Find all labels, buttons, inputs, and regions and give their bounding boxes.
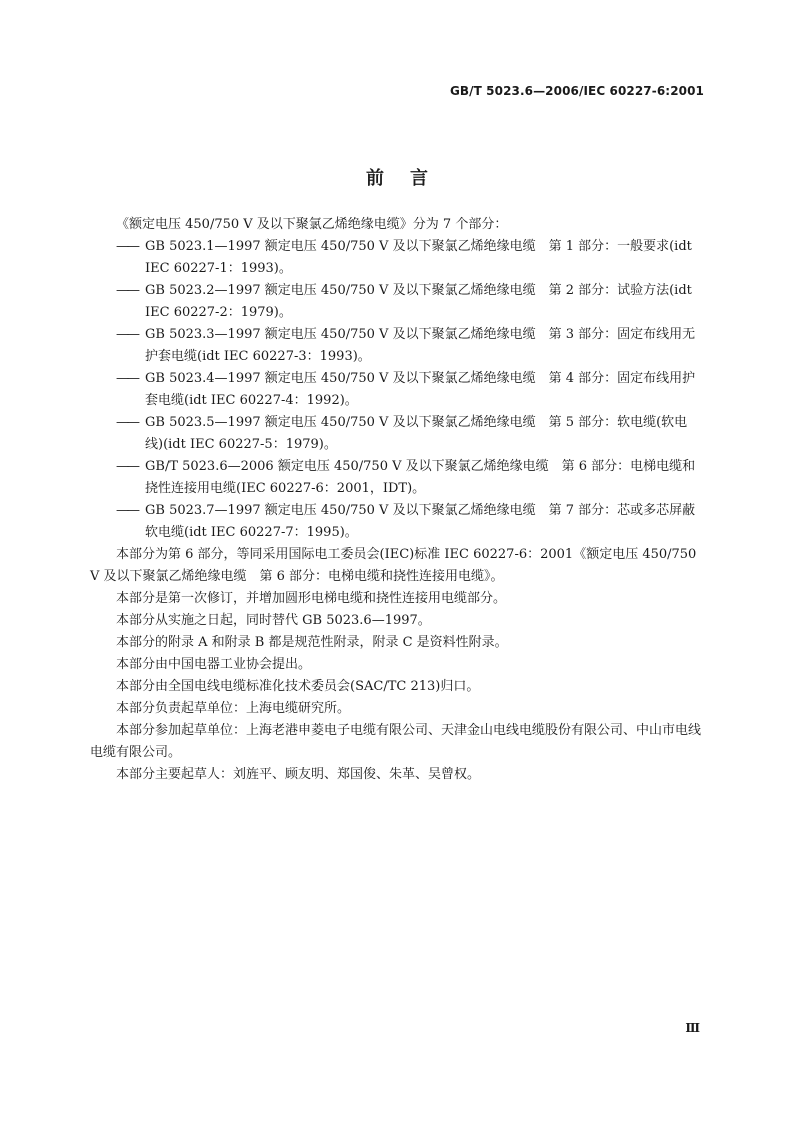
page-number: Ⅲ (685, 1021, 699, 1035)
standard-identifier: GB/T 5023.6—2006/IEC 60227-6:2001 (449, 84, 704, 98)
foreword-body (90, 214, 704, 786)
part-entry-4 (90, 368, 704, 412)
paragraph-drafting-unit: 本部分负责起草单位：上海电缆研究所。 (116, 701, 351, 716)
paragraph-revision: 本部分是第一次修订，并增加圆形电梯电缆和挠性连接用电缆部分。 (116, 591, 507, 606)
part-entry-text: GB 5023.1—1997 额定电压 450/750 V 及以下聚氯乙烯绝缘电缆 第 1 部分：一般要求(idt IEC 60227-1：1993)。 (145, 239, 692, 276)
part-entry-6 (90, 456, 704, 500)
paragraph-annexes: 本部分的附录 A 和附录 B 都是规范性附录，附录 C 是资料性附录。 (116, 635, 508, 650)
part-entry-2 (90, 280, 704, 324)
part-entry-text: GB 5023.5—1997 额定电压 450/750 V 及以下聚氯乙烯绝缘电缆 第 5 部分：软电缆(软电线)(idt IEC 60227-5：1979)。 (145, 415, 688, 452)
part-entry-text: GB/T 5023.6—2006 额定电压 450/750 V 及以下聚氯乙烯绝缘电缆 第 6 部分：电梯电缆和挠性连接用电缆(IEC 60227-6：2001，IDT)。 (145, 459, 696, 496)
intro-paragraph: 《额定电压 450/750 V 及以下聚氯乙烯绝缘电缆》分为 7 个部分： (116, 217, 508, 232)
part-entry-5 (90, 412, 704, 456)
paragraph-adoption: 本部分为第 6 部分，等同采用国际电工委员会(IEC)标准 IEC 60227-6：2001《额定电压 450/750 V 及以下聚氯乙烯绝缘电缆 第 6 部分：电梯电缆和挠性连接用电缆》。 (90, 547, 697, 584)
em-dash: —— (116, 415, 138, 430)
paragraph-technical-committee: 本部分由全国电线电缆标准化技术委员会(SAC/TC 213)归口。 (116, 679, 480, 694)
part-entry-text: GB 5023.3—1997 额定电压 450/750 V 及以下聚氯乙烯绝缘电缆 第 3 部分：固定布线用无护套电缆(idt IEC 60227-3：1993)。 (145, 327, 696, 364)
paragraph-proposed-by: 本部分由中国电器工业协会提出。 (116, 657, 312, 672)
em-dash: —— (116, 283, 138, 298)
paragraph-drafters: 本部分主要起草人：刘旌平、顾友明、郑国俊、朱革、吴曾权。 (116, 767, 481, 782)
em-dash: —— (116, 371, 138, 386)
em-dash: —— (116, 327, 138, 342)
part-entry-text: GB 5023.4—1997 额定电压 450/750 V 及以下聚氯乙烯绝缘电缆 第 4 部分：固定布线用护套电缆(idt IEC 60227-4：1992)。 (145, 371, 696, 408)
paragraph-participating-units: 本部分参加起草单位：上海老港申菱电子电缆有限公司、天津金山电线电缆股份有限公司、中山市电线电缆有限公司。 (90, 723, 702, 760)
part-entry-text: GB 5023.7—1997 额定电压 450/750 V 及以下聚氯乙烯绝缘电缆 第 7 部分：芯或多芯屏蔽软电缆(idt IEC 60227-7：1995)。 (145, 503, 696, 540)
part-entry-1 (90, 236, 704, 280)
em-dash: —— (116, 459, 138, 474)
part-entry-text: GB 5023.2—1997 额定电压 450/750 V 及以下聚氯乙烯绝缘电缆 第 2 部分：试验方法(idt IEC 60227-2：1979)。 (145, 283, 692, 320)
em-dash: —— (116, 503, 138, 518)
em-dash: —— (116, 239, 138, 254)
part-entry-7 (90, 500, 704, 544)
page-title: 前言 (366, 168, 454, 190)
part-entry-3 (90, 324, 704, 368)
paragraph-replaces: 本部分从实施之日起，同时替代 GB 5023.6—1997。 (116, 613, 431, 628)
